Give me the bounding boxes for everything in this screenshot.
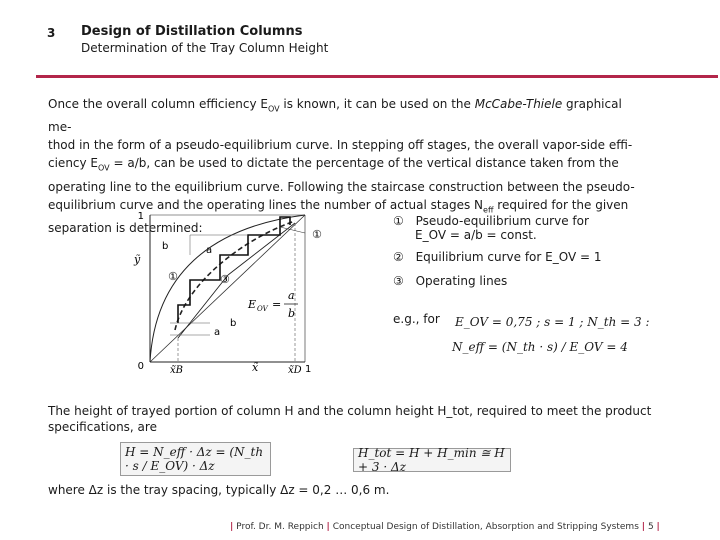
xd-label: x̃D	[288, 365, 302, 375]
intro-line-6: separation is determined:	[48, 221, 203, 236]
height-line-2: specifications, are	[48, 420, 157, 434]
b-label-top: b	[162, 241, 169, 252]
section-subtitle: Determination of the Tray Column Height	[81, 41, 329, 55]
marker-3: ③	[220, 273, 230, 286]
operating-line-rectifying	[228, 223, 295, 275]
legend-marker-3: ③	[393, 274, 404, 288]
footer-course: Conceptual Design of Distillation, Absorption and Stripping Systems	[332, 522, 639, 532]
a-label-top: a	[206, 245, 213, 256]
axis-label-x-end: 1	[305, 364, 312, 375]
section-title: Design of Distillation Columns	[81, 24, 303, 39]
y-axis-label: ỹ	[134, 253, 141, 266]
eov-numerator: a	[288, 289, 295, 302]
x-axis-label: x̃	[252, 361, 259, 374]
example-label: e.g., for	[393, 312, 440, 326]
intro-line-1: Once the overall column efficiency $E_{OV}$ is known, it can be used on the McCabe-Thiele graphical me-	[48, 97, 622, 135]
eov-symbol: E	[248, 298, 257, 311]
footer-page: 5	[647, 522, 654, 532]
legend-item-3	[393, 274, 507, 288]
axis-label-zero: 0	[137, 361, 144, 372]
example-values: E_OV = 0,75 ; s = 1 ; N_th = 3 :	[455, 315, 650, 329]
eov-subscript: OV	[257, 305, 268, 313]
footer: | Prof. Dr. M. Reppich | Conceptual Design of Distillation, Absorption and Stripping Systems | 5 |	[230, 522, 660, 532]
xb-label: x̃B	[170, 365, 183, 375]
footer-author: Prof. Dr. M. Reppich	[236, 522, 324, 532]
eov-equals: =	[272, 298, 282, 311]
b-label-bottom: b	[230, 318, 237, 329]
formula-tray-height: H = N_eff · Δz = (N_th · s / E_OV) · Δz	[120, 442, 271, 476]
legend-item-1	[393, 214, 589, 242]
marker-1-right: ①	[312, 228, 322, 241]
legend-text-2: Equilibrium curve for E_OV = 1	[415, 250, 602, 264]
mccabe-thiele-diagram	[130, 205, 330, 375]
a-label-bottom: a	[214, 327, 221, 338]
example-neff: N_eff = (N_th · s) / E_OV = 4	[452, 340, 628, 354]
axis-label-one: 1	[137, 211, 144, 222]
legend-marker-2: ②	[393, 250, 404, 264]
legend-text-1b: E_OV = a/b = const.	[415, 228, 537, 242]
legend-text-1: Pseudo-equilibrium curve for	[415, 214, 589, 228]
intro-line-4: operating line to the equilibrium curve. Following the staircase construction between the pseudo-	[48, 179, 635, 194]
marker-1-left: ①	[168, 270, 178, 283]
intro-line-5: equilibrium curve and the operating lines the number of actual stages $N_{eff}$ required for the given	[48, 197, 629, 215]
intro-line-2: thod in the form of a pseudo-equilibrium curve. In stepping off stages, the overall vapor-side effi-	[48, 138, 633, 153]
section-number: 3	[47, 26, 56, 40]
intro-line-3: ciency $E_{OV} = a/b$, can be used to dictate the percentage of the vertical distance taken from the	[48, 156, 619, 173]
height-line-1: The height of trayed portion of column H and the column height H_tot, required to meet the product	[48, 404, 652, 418]
eov-denominator: b	[288, 307, 296, 320]
tray-spacing-note: where Δz is the tray spacing, typically Δz = 0,2 … 0,6 m.	[48, 483, 390, 497]
legend-text-3: Operating lines	[415, 274, 508, 288]
header-divider	[36, 75, 718, 78]
legend-marker-1: ①	[393, 214, 404, 228]
legend-item-2	[393, 250, 602, 264]
height-paragraph	[48, 403, 688, 435]
formula-total-height: H_tot = H + H_min ≅ H + 3 · Δz	[353, 448, 511, 472]
